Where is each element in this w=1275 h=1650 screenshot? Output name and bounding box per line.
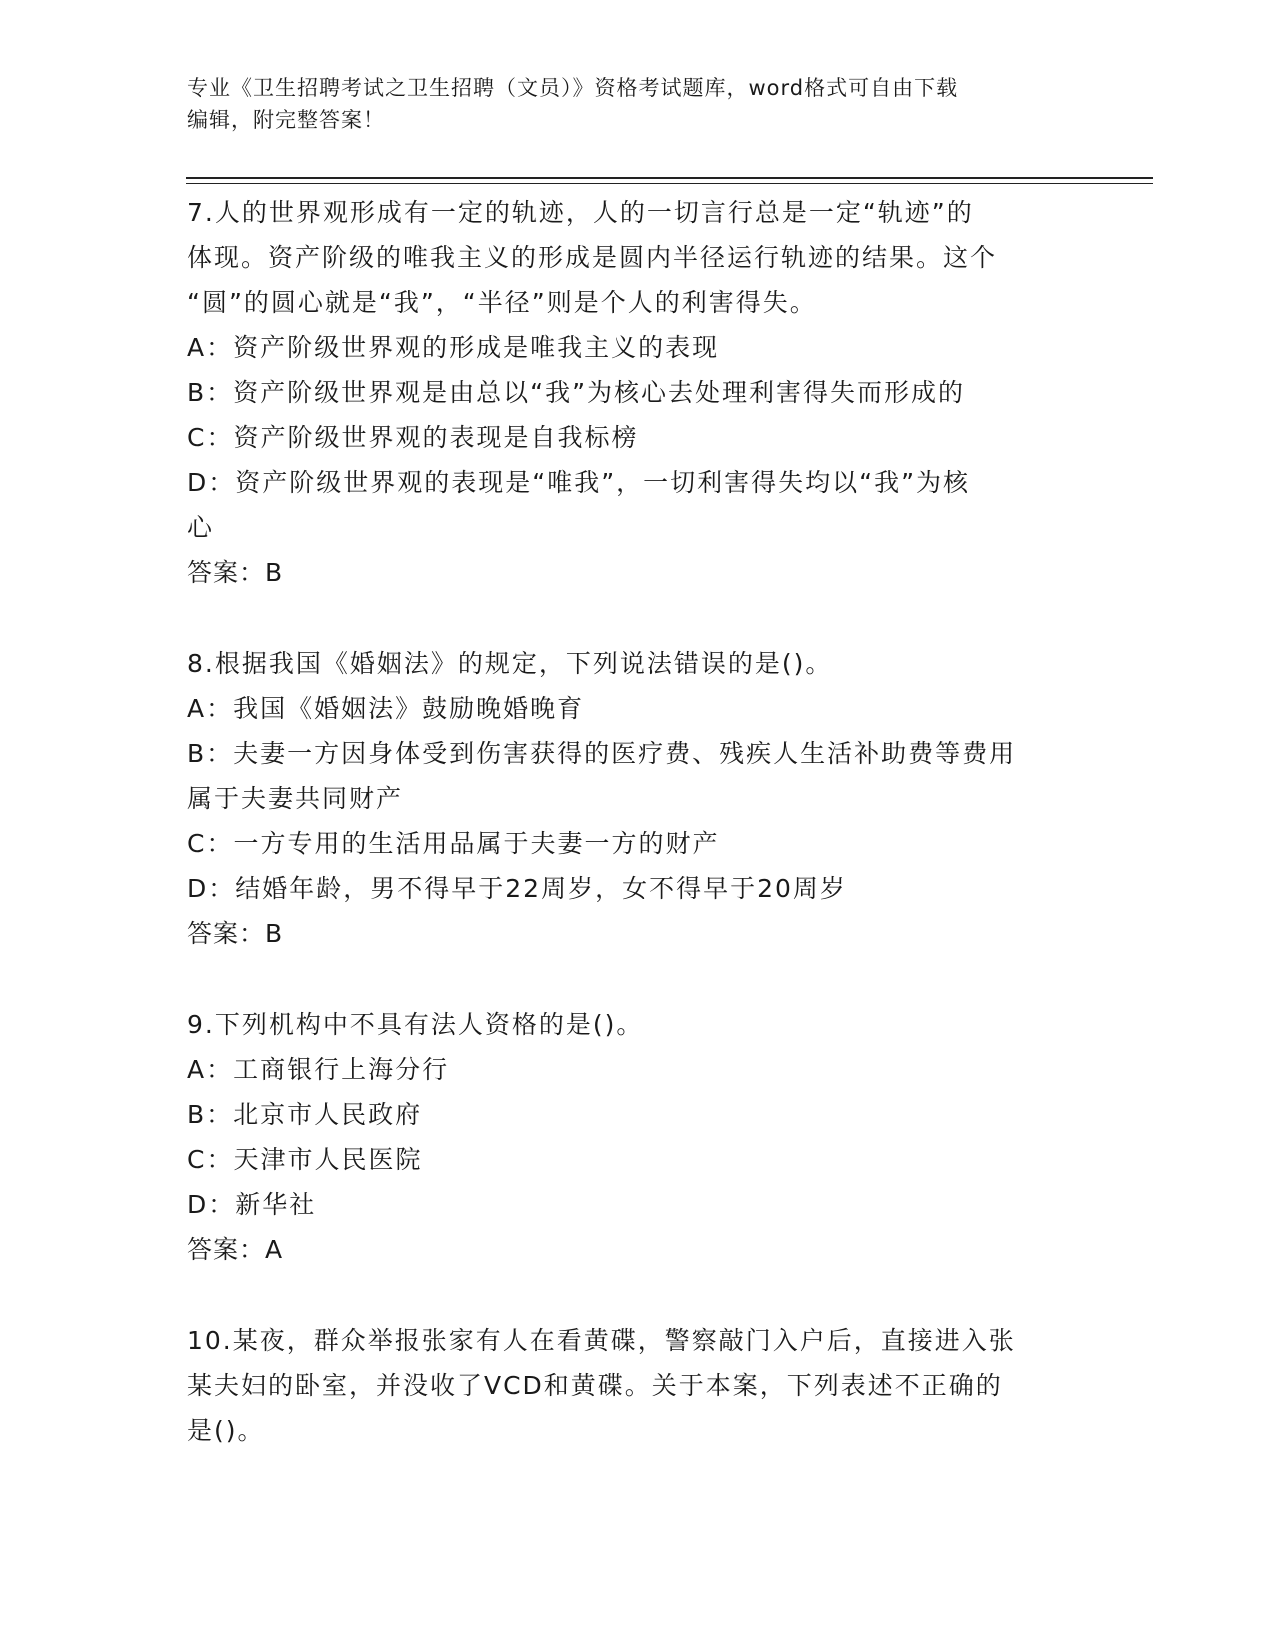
option-line: C：一方专用的生活用品属于夫妻一方的财产	[187, 829, 720, 858]
option-line: 心	[187, 513, 215, 542]
question-stem-line: 7.人的世界观形成有一定的轨迹，人的一切言行总是一定“轨迹”的	[187, 198, 974, 227]
question-stem-line: “圆”的圆心就是“我”，“半径”则是个人的利害得失。	[187, 288, 817, 317]
option-line: B：夫妻一方因身体受到伤害获得的医疗费、残疾人生活补助费等费用	[187, 739, 1017, 768]
header-rule-thick	[186, 177, 1153, 179]
question-stem-line: 10.某夜，群众举报张家有人在看黄碟，警察敲门入户后，直接进入张	[187, 1326, 1016, 1355]
question-list	[187, 190, 1087, 1499]
option-line: B：资产阶级世界观是由总以“我”为核心去处理利害得失而形成的	[187, 378, 966, 407]
option-line: A：我国《婚姻法》鼓励晚婚晚育	[187, 694, 585, 723]
header-line-2: 编辑，附完整答案！	[187, 108, 385, 132]
option-line: A：工商银行上海分行	[187, 1055, 450, 1084]
answer-line: 答案：B	[187, 558, 284, 587]
question-stem-line: 8.根据我国《婚姻法》的规定，下列说法错误的是()。	[187, 649, 833, 678]
answer-line: 答案：A	[187, 1235, 284, 1264]
header-line-1: 专业《卫生招聘考试之卫生招聘（文员）》资格考试题库，word格式可自由下载	[187, 76, 959, 100]
question-stem-line: 是()。	[187, 1416, 265, 1445]
option-line: C：资产阶级世界观的表现是自我标榜	[187, 423, 639, 452]
question-stem-line: 某夫妇的卧室，并没收了VCD和黄碟。关于本案，下列表述不正确的	[187, 1371, 1003, 1400]
question-block	[187, 641, 1087, 956]
header-rule-thin	[186, 183, 1153, 184]
question-block	[187, 190, 1087, 595]
option-line: C：天津市人民医院	[187, 1145, 423, 1174]
option-line: 属于夫妻共同财产	[187, 784, 404, 813]
option-line: A：资产阶级世界观的形成是唯我主义的表现	[187, 333, 720, 362]
question-stem-line: 体现。资产阶级的唯我主义的形成是圆内半径运行轨迹的结果。这个	[187, 243, 998, 272]
option-line: D：结婚年龄，男不得早于22周岁，女不得早于20周岁	[187, 874, 847, 903]
question-block	[187, 1318, 1087, 1453]
answer-line: 答案：B	[187, 919, 284, 948]
question-block	[187, 1002, 1087, 1272]
question-stem-line: 9.下列机构中不具有法人资格的是()。	[187, 1010, 644, 1039]
option-line: B：北京市人民政府	[187, 1100, 423, 1129]
document-header	[187, 72, 1067, 136]
option-line: D：新华社	[187, 1190, 317, 1219]
option-line: D：资产阶级世界观的表现是“唯我”，一切利害得失均以“我”为核	[187, 468, 971, 497]
